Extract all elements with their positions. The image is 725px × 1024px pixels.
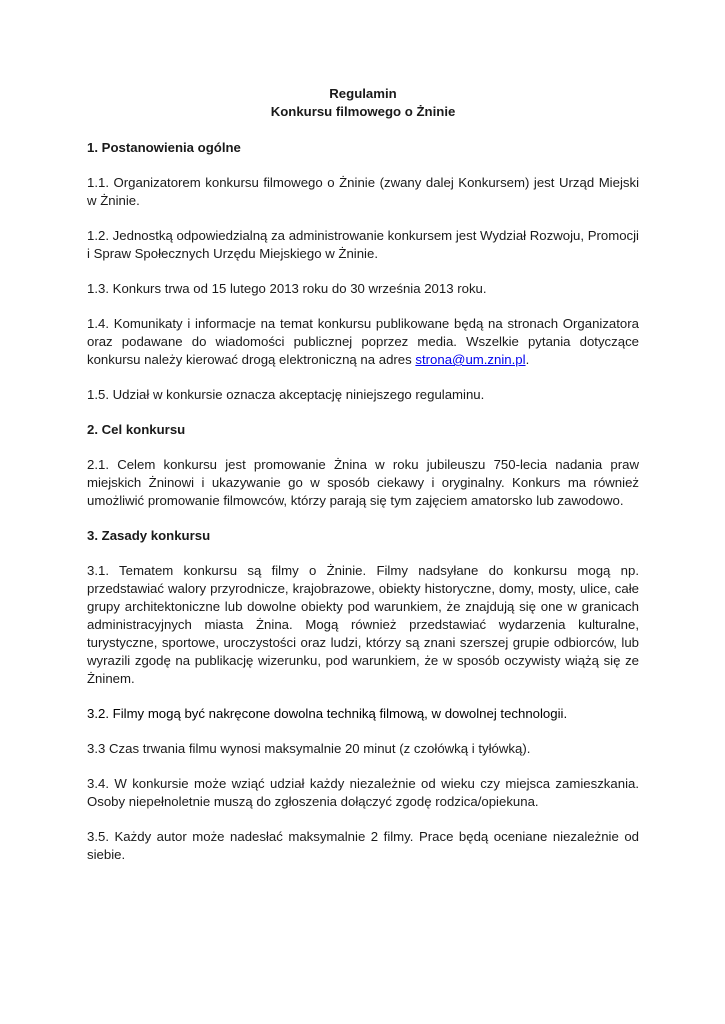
paragraph-1-1: 1.1. Organizatorem konkursu filmowego o Żninie (zwany dalej Konkursem) jest Urząd Miejski w Żninie.: [87, 175, 639, 208]
paragraph-1-4: [87, 315, 639, 369]
section-heading-2: 2. Cel konkursu: [87, 422, 186, 437]
contact-email-link[interactable]: strona@um.znin.pl: [415, 352, 526, 367]
paragraph-2-1: 2.1. Celem konkursu jest promowanie Żnina w roku jubileuszu 750-lecia nadania praw miejskich Żninowi i ukazywanie go w sposób ciekawy i oryginalny. Konkurs ma również umożliwić promowanie filmowców, którzy parają się tym zajęciem amatorsko lub zawodowo.: [87, 457, 639, 508]
paragraph-3-3: 3.3 Czas trwania filmu wynosi maksymalnie 20 minut (z czołówką i tyłówką).: [87, 741, 531, 756]
paragraph-1-4-text: 1.4. Komunikaty i informacje na temat konkursu publikowane będą na stronach Organizatora oraz podawane do wiadomości publicznej poprzez media. Wszelkie pytania dotyczące konkursu należy kierować drogą elektroniczną na adres: [87, 316, 639, 367]
paragraph-1-2: 1.2. Jednostką odpowiedzialną za administrowanie konkursem jest Wydział Rozwoju, Promocji i Spraw Społecznych Urzędu Miejskiego w Żninie.: [87, 228, 639, 261]
section-heading-1: 1. Postanowienia ogólne: [87, 140, 241, 155]
paragraph-3-1: 3.1. Tematem konkursu są filmy o Żninie. Filmy nadsyłane do konkursu mogą np. przedstawiać walory przyrodnicze, krajobrazowe, obiekty historyczne, domy, mosty, ulice, całe grupy architektoniczne lub dowolne obiekty pod warunkiem, że znajdują się one w granicach administracyjnych miasta Żnina. Mogą również przedstawiać wydarzenia kulturalne, turystyczne, sportowe, uroczystości oraz ludzi, którzy są znani szerszej grupie odbiorców, lub wyrazili zgodę na publikację wizerunku, pod warunkiem, że w sposób oczywisty wiążą się ze Żninem.: [87, 563, 639, 686]
paragraph-3-2: 3.2. Filmy mogą być nakręcone dowolna techniką filmową, w dowolnej technologii.: [87, 706, 568, 721]
paragraph-3-4: 3.4. W konkursie może wziąć udział każdy niezależnie od wieku czy miejsca zamieszkania. Osoby niepełnoletnie muszą do zgłoszenia dołączyć zgodę rodzica/opiekuna.: [87, 776, 639, 809]
paragraph-1-4-end: .: [525, 352, 530, 367]
paragraph-1-5: 1.5. Udział w konkursie oznacza akceptację niniejszego regulaminu.: [87, 387, 485, 402]
title-line-1: Regulamin: [329, 86, 397, 101]
paragraph-3-5: 3.5. Każdy autor może nadesłać maksymalnie 2 filmy. Prace będą oceniane niezależnie od siebie.: [87, 829, 639, 862]
document-page: [87, 85, 639, 881]
paragraph-1-3: 1.3. Konkurs trwa od 15 lutego 2013 roku do 30 września 2013 roku.: [87, 281, 487, 296]
section-heading-3: 3. Zasady konkursu: [87, 528, 211, 543]
document-title: [87, 85, 639, 121]
title-line-2: Konkursu filmowego o Żninie: [270, 104, 456, 119]
